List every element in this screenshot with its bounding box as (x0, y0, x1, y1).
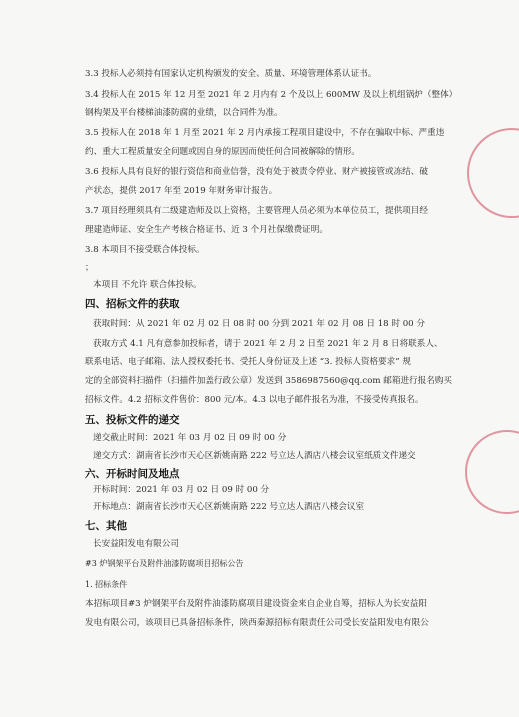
text-line: 发电有限公司，该项目已具备招标条件，陕西秦源招标有限责任公司受长安益阳发电有限公 (85, 618, 429, 628)
text-line: 开标时间：2021 年 03 月 02 日 09 时 00 分 (93, 485, 270, 495)
red-seal-stamp (465, 430, 519, 514)
section-heading-7: 七、其他 (85, 520, 127, 532)
section-heading-5: 五、投标文件的递交 (85, 414, 180, 426)
text-line: 1. 招标条件 (85, 580, 128, 589)
text-line: 递交方式：湖南省长沙市天心区新姚南路 222 号立达人酒店八楼会议室纸质文件递交 (93, 451, 416, 461)
text-line: 联系电话、电子邮箱、法人授权委托书、受托人身份证及上述 “3. 投标人资格要求” 规 (85, 357, 411, 367)
text-line: 招标文件。4.2 招标文件售价：800 元/本。4.3 以电子邮件报名为准，不接受传真报名。 (85, 395, 424, 405)
section-heading-4: 四、招标文件的获取 (85, 298, 180, 310)
text-line: 3.8 本项目不接受联合体投标。 (85, 245, 205, 255)
text-line: #3 炉钢架平台及附件油漆防腐项目招标公告 (85, 559, 244, 568)
text-line: 获取方式 4.1 凡有意参加投标者，请于 2021 年 2 月 2 日至 2021 年 2 月 8 日将联系人、 (93, 339, 443, 349)
text-line: 递交截止时间：2021 年 03 月 02 日 09 时 00 分 (93, 433, 287, 443)
text-line: 3.4 投标人在 2015 年 12 月至 2021 年 2 月内有 2 个及以上 600MW 及以上机组锅炉（整体） (85, 90, 458, 100)
section-heading-6: 六、开标时间及地点 (85, 468, 180, 480)
text-line: 钢构架及平台楼梯油漆防腐的业绩，以合同件为准。 (85, 108, 283, 118)
text-line: 3.7 项目经理须具有二级建造师及以上资格，主要管理人员必须为本单位员工，提供项目经 (85, 206, 428, 216)
text-line: 长安益阳发电有限公司 (93, 539, 179, 549)
text-line: 本招标项目#3 炉钢架平台及附件油漆防腐项目建设资金来自企业自筹，招标人为长安益阳 (85, 599, 427, 609)
text-line: 3.5 投标人在 2018 年 1 月至 2021 年 2 月内承接工程项目建设中，不存在骗取中标、严重违 (85, 128, 445, 138)
red-seal-stamp (467, 128, 519, 218)
text-line: 3.6 投标人具有良好的银行资信和商业信誉，没有处于被责令停业、财产被接管或冻结、破 (85, 167, 428, 177)
text-line: 定的全部资料扫描件（扫描件加盖行政公章）发送到 3586987560@qq.com 邮箱进行报名购买 (85, 376, 453, 386)
text-line: 本项目 不允许 联合体投标。 (93, 280, 202, 290)
text-line: 产状态，提供 2017 年至 2019 年财务审计报告。 (85, 186, 278, 196)
text-line: 理建造师证、安全生产考核合格证书、近 3 个月社保缴费证明。 (85, 225, 328, 235)
text-line: 3.3 投标人必须持有国家认定机构颁发的安全、质量、环境管理体系认证书。 (85, 69, 377, 79)
text-line: 开标地点：湖南省长沙市天心区新姚南路 222 号立达人酒店八楼会议室 (93, 502, 365, 512)
text-line: 获取时间：从 2021 年 02 月 02 日 08 时 00 分到 2021 年 02 月 08 日 18 时 00 分 (93, 319, 425, 329)
text-line: ； (85, 263, 94, 273)
text-line: 约、重大工程质量安全问题或因自身的原因而使任何合同被解除的情形。 (85, 147, 361, 157)
